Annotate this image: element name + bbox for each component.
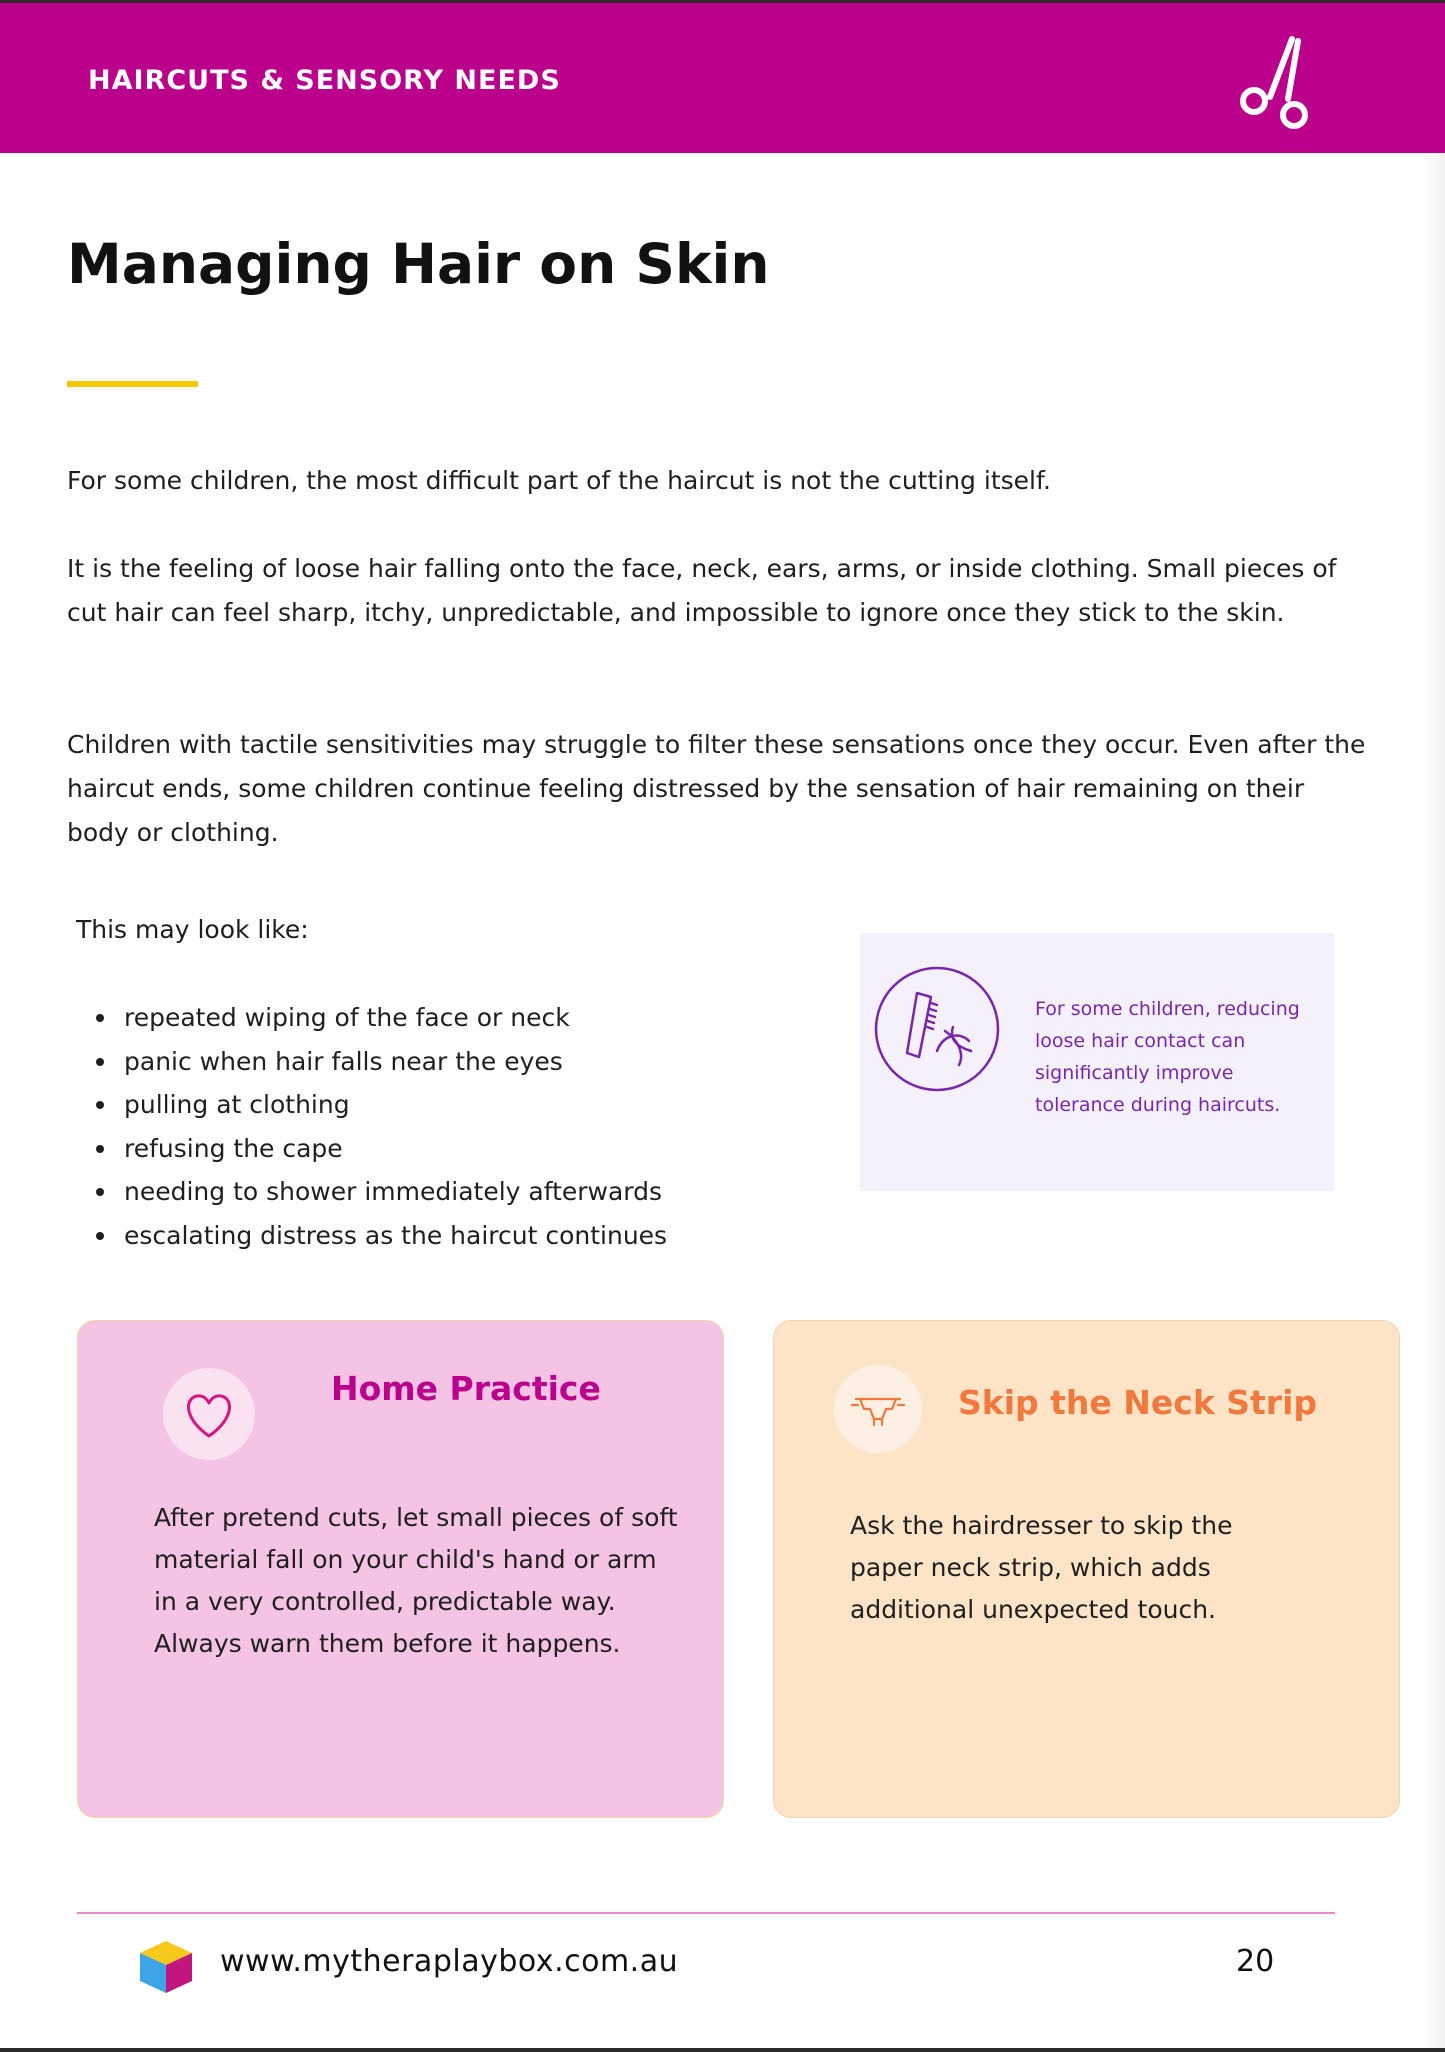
heart-icon-badge <box>163 1368 255 1460</box>
list-item-text: panic when hair falls near the eyes <box>124 1046 563 1076</box>
paragraph-3: Children with tactile sensitivities may struggle to filter these sensations once they occur. Even after the haircut ends, some children continue feeling distressed by the sensation of hair remaining on their body or clothing. <box>67 730 1366 847</box>
neck-strip-icon <box>834 1365 922 1453</box>
list-item <box>96 1214 667 1258</box>
comb-hair-icon <box>873 965 1001 1093</box>
page-edge-shadow <box>1423 153 1445 2048</box>
page-number: 20 <box>1236 1944 1275 1979</box>
neck-strip-card <box>773 1320 1400 1818</box>
bullet-dot <box>96 1101 104 1109</box>
list-item-text: escalating distress as the haircut continues <box>124 1220 668 1250</box>
neck-strip-icon-badge <box>834 1365 922 1453</box>
footer-website[interactable]: www.mytheraplaybox.com.au <box>220 1944 679 1979</box>
list-item-text: refusing the cape <box>124 1133 343 1163</box>
title-underline <box>67 381 198 387</box>
page-header <box>0 3 1445 153</box>
list-item-text: needing to shower immediately afterwards <box>124 1177 663 1207</box>
page-frame-bottom <box>0 2048 1445 2052</box>
list-item <box>96 1170 667 1214</box>
home-practice-title: Home Practice <box>331 1369 601 1408</box>
heart-icon <box>163 1368 255 1460</box>
bullet-dot <box>96 1058 104 1066</box>
header-title: HAIRCUTS & SENSORY NEEDS <box>88 65 561 96</box>
neck-strip-text: Ask the hairdresser to skip the paper neck strip, which adds additional unexpected touch. <box>850 1511 1233 1624</box>
bullet-dot <box>96 1232 104 1240</box>
neck-strip-title: Skip the Neck Strip <box>958 1383 1318 1422</box>
callout-text: For some children, reducing loose hair contact can significantly improve tolerance during haircuts. <box>1035 998 1300 1116</box>
home-practice-text: After pretend cuts, let small pieces of soft material fall on your child's hand or arm in a very controlled, predictable way. Always warn them before it happens. <box>154 1503 678 1658</box>
signs-list <box>96 996 667 1258</box>
list-intro: This may look like: <box>76 915 309 944</box>
list-item-text: pulling at clothing <box>124 1090 350 1120</box>
cube-logo-icon <box>136 1937 196 1995</box>
paragraph-2: It is the feeling of loose hair falling onto the face, neck, ears, arms, or inside clothing. Small pieces of cut hair can feel sharp, itchy, unpredictable, and impossible to ignore once they stick to the skin. <box>67 554 1337 627</box>
list-item-text: repeated wiping of the face or neck <box>124 1003 570 1032</box>
bullet-dot <box>96 1145 104 1153</box>
home-practice-card <box>77 1320 724 1818</box>
footer-divider <box>77 1912 1335 1914</box>
scissors-icon <box>1230 33 1320 137</box>
paragraph-1: For some children, the most difficult part of the haircut is not the cutting itself. <box>67 466 1051 495</box>
list-item <box>96 996 667 1040</box>
bullet-dot <box>96 1188 104 1196</box>
list-item <box>96 1127 667 1171</box>
tip-callout <box>860 933 1334 1191</box>
list-item <box>96 1040 667 1084</box>
bullet-dot <box>96 1014 104 1022</box>
list-item <box>96 1083 667 1127</box>
page-title: Managing Hair on Skin <box>67 232 770 296</box>
